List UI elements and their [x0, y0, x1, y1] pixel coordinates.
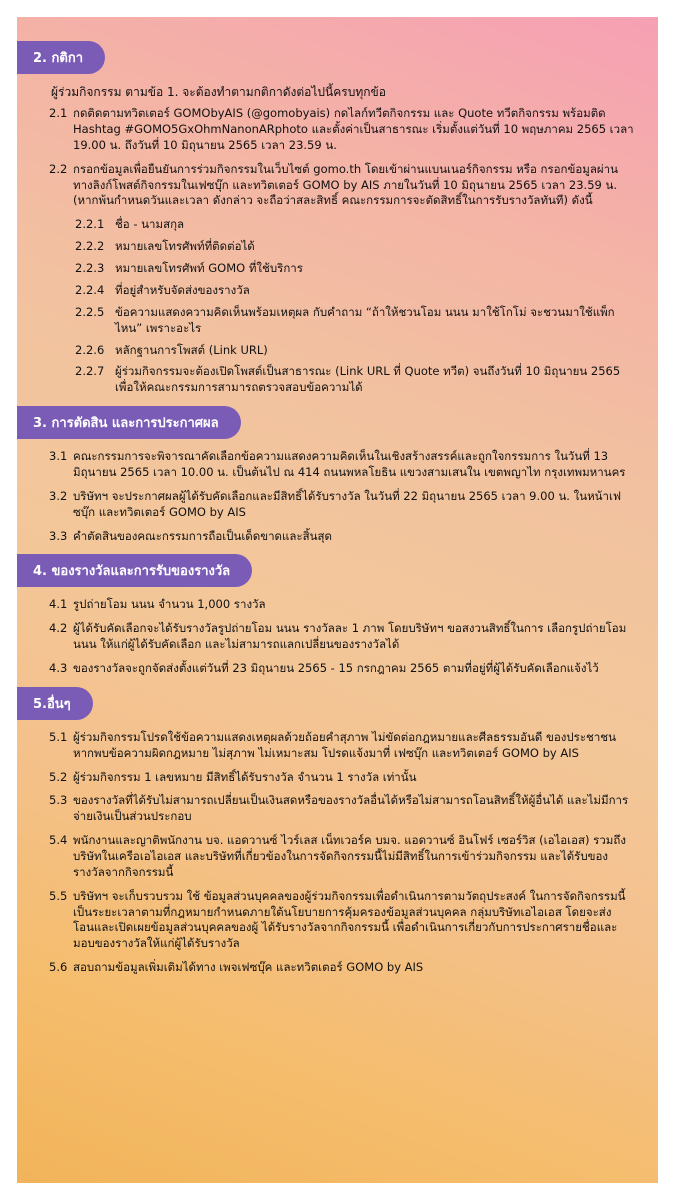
item-text: กรอกข้อมูลเพื่อยืนยันการร่วมกิจกรรมในเว็บไซต์ gomo.th โดยเข้าผ่านแบนเนอร์กิจกรรม หรือ กรอกข้อมูลผ่านทางลิงก์โพสต์กิจกรรมในเฟซบุ๊ก และทวิตเตอร์ GOMO by AIS ภายในวันที่ 10 มิถุนายน 2565 เวลา 23.59 น. (หากพ้นกำหนดวันและเวลา ดังกล่าว จะถือว่าสละสิทธิ์ คณะกรรมการจะตัดสิทธิ์ในการรับรางวัลทันที) ดังนี้: [73, 161, 618, 208]
item-text: รูปถ่ายโอม นนน จำนวน 1,000 รางวัล: [73, 597, 266, 612]
terms-panel: [17, 17, 658, 1183]
section-header: 2. กติกา: [17, 41, 105, 74]
list-item: [31, 770, 644, 786]
list-item: [31, 489, 644, 521]
item-text: คณะกรรมการจะพิจารณาคัดเลือกข้อความแสดงความคิดเห็นในเชิงสร้างสรรค์และถูกใจกรรมการ ในวันที่ 13 มิถุนายน 2565 เวลา 10.00 น. เป็นต้นไป ณ 414 ถนนพหลโยธิน แขวงสามเสนใน เขตพญาไท กรุงเทพมหานคร: [73, 449, 626, 479]
item-number: 3.2: [49, 488, 68, 503]
list-item: [31, 960, 644, 976]
section-rules: [31, 41, 644, 396]
sub-list-item: [31, 305, 644, 337]
section-judging: [31, 406, 644, 544]
item-number: 5.6: [49, 960, 68, 975]
item-number: 5.1: [49, 729, 68, 744]
item-text: ผู้ร่วมกิจกรรมจะต้องเปิดโพสต์เป็นสาธารณะ (Link URL ที่ Quote ทวีต) จนถึงวันที่ 10 มิถุนายน 2565 เพื่อให้คณะกรรมการสามารถตรวจสอบข้อความได้: [115, 364, 621, 395]
item-text: ของรางวัลที่ได้รับไม่สามารถเปลี่ยนเป็นเงินสดหรือของรางวัลอื่นได้หรือไม่สามารถโอนสิทธิ์ให้ผู้อื่นได้ และไม่มีการจ่ายเงินเป็นส่วนประกอบ: [73, 793, 629, 824]
list-item: [31, 793, 644, 825]
section-prizes: [31, 554, 644, 676]
list-item: [31, 621, 644, 653]
item-text: หมายเลขโทรศัพท์ที่ติดต่อได้: [115, 239, 255, 254]
item-number: 4.2: [49, 621, 68, 636]
sub-list-item: [31, 261, 644, 277]
item-text: ผู้ร่วมกิจกรรม 1 เลขหมาย มีสิทธิ์ได้รับรางวัล จำนวน 1 รางวัล เท่านั้น: [73, 769, 417, 784]
item-number: 3.3: [49, 528, 68, 543]
item-text: บริษัทฯ จะประกาศผลผู้ได้รับคัดเลือกและมีสิทธิ์ได้รับรางวัล ในวันที่ 22 มิถุนายน 2565 เวลา 9.00 น. ในหน้าเฟซบุ๊ก และทวิตเตอร์ GOMO by AIS: [73, 488, 622, 519]
item-number: 2.2.7: [75, 364, 105, 379]
item-text: หมายเลขโทรศัพท์ GOMO ที่ใช้บริการ: [115, 261, 303, 276]
item-number: 2.2.3: [75, 261, 105, 276]
item-text: หลักฐานการโพสต์ (Link URL): [115, 342, 268, 357]
section-intro: ผู้ร่วมกิจกรรม ตามข้อ 1. จะต้องทำตามกติกาดังต่อไปนี้ครบทุกข้อ: [51, 85, 386, 99]
section-header: 5.อื่นๆ: [17, 687, 93, 720]
item-text: ของรางวัลจะถูกจัดส่งตั้งแต่วันที่ 23 มิถุนายน 2565 - 15 กรกฎาคม 2565 ตามที่อยู่ที่ผู้ได้รับคัดเลือกแจ้งไว้: [73, 660, 599, 675]
sub-list-item: [31, 343, 644, 359]
item-text: กดติดตามทวิตเตอร์ GOMObyAIS (@gomobyais) กดไลก์ทวีตกิจกรรม และ Quote ทวีตกิจกรรม พร้อมติด Hashtag #GOMO5GxOhmNanonARphoto และตั้งค่าเป็นสาธารณะ เริ่มตั้งแต่วันที่ 10 พฤษภาคม 2565 เวลา 19.00 น. ถึงวันที่ 10 มิถุนายน 2565 เวลา 23.59 น.: [73, 106, 634, 152]
section-header: 3. การตัดสิน และการประกาศผล: [17, 406, 241, 439]
item-text: พนักงานและญาติพนักงาน บจ. แอดวานซ์ ไวร์เลส เน็ทเวอร์ค บมจ. แอดวานซ์ อินโฟร์ เซอร์วิส (เอไอเอส) รวมถึงบริษัทในเครือเอไอเอส และบริษัทที่เกี่ยวข้องในการจัดกิจกรรมนี้ไม่มีสิทธิ์ในการเข้าร่วมกิจกรรม และได้รับของรางวัลจากกิจกรรมนี้: [73, 833, 626, 879]
item-text: คำตัดสินของคณะกรรมการถือเป็นเด็ดขาดและสิ้นสุด: [73, 528, 333, 543]
item-number: 2.2.1: [75, 217, 105, 232]
item-number: 2.2.6: [75, 342, 105, 357]
list-item: [31, 106, 644, 154]
list-item: [31, 661, 644, 677]
item-text: บริษัทฯ จะเก็บรวบรวม ใช้ ข้อมูลส่วนบุคคลของผู้ร่วมกิจกรรมเพื่อดำเนินการตามวัตถุประสงค์ ในการจัดกิจกรรมนี้ เป็นระยะเวลาตามที่กฎหมายกำหนดภายใต้นโยบายการคุ้มครองข้อมูลส่วนบุคคล กลุ่มบริษัทเอไอเอส โดยจะส่ง โอนและเปิดเผยข้อมูลส่วนบุคคลของผู้ ได้รับรางวัลจากกิจกรรมนี้ เพื่อดำเนินการเกี่ยวกับการประกาศรายชื่อและมอบของรางวัลให้แก่ผู้ได้รับรางวัล: [73, 888, 626, 951]
item-number: 4.1: [49, 597, 68, 612]
section-header: 4. ของรางวัลและการรับของรางวัล: [17, 554, 252, 587]
item-text: ผู้ร่วมกิจกรรมโปรดใช้ข้อความแสดงเหตุผลด้วยถ้อยคำสุภาพ ไม่ขัดต่อกฎหมายและศีลธรรมอันดี ของประชาชน หากพบข้อความผิดกฎหมาย ไม่สุภาพ ไม่เหมาะสม โปรดแจ้งมาที่ เฟซบุ๊ก และทวิตเตอร์ GOMO by AIS: [73, 729, 616, 760]
list-item: [31, 730, 644, 762]
item-text: สอบถามข้อมูลเพิ่มเติมได้ทาง เพจเฟซบุ๊ค และทวิตเตอร์ GOMO by AIS: [73, 960, 424, 975]
item-number: 2.2.5: [75, 304, 105, 319]
item-number: 4.3: [49, 660, 68, 675]
list-item: [31, 889, 644, 952]
terms-content: [31, 41, 644, 976]
sub-list-item: [31, 283, 644, 299]
list-item: [31, 529, 644, 545]
item-text: ที่อยู่สำหรับจัดส่งของรางวัล: [115, 282, 250, 297]
item-number: 2.1: [49, 106, 68, 121]
list-item: [31, 833, 644, 881]
item-number: 2.2: [49, 161, 68, 176]
item-number: 5.3: [49, 793, 68, 808]
item-number: 5.4: [49, 833, 68, 848]
list-item: [31, 449, 644, 481]
item-number: 5.5: [49, 888, 68, 903]
sub-list-item: [31, 217, 644, 233]
sub-list-item: [31, 364, 644, 396]
item-number: 2.2.2: [75, 239, 105, 254]
sub-list-item: [31, 239, 644, 255]
list-item: [31, 162, 644, 210]
item-number: 5.2: [49, 769, 68, 784]
item-number: 2.2.4: [75, 282, 105, 297]
item-number: 3.1: [49, 449, 68, 464]
item-text: ผู้ได้รับคัดเลือกจะได้รับรางวัลรูปถ่ายโอม นนน รางวัลละ 1 ภาพ โดยบริษัทฯ ขอสงวนสิทธิ์ในการ เลือกรูปถ่ายโอม นนน ให้แก่ผู้ได้รับคัดเลือก และไม่สามารถแลกเปลี่ยนของรางวัลได้: [73, 621, 627, 652]
item-text: ข้อความแสดงความคิดเห็นพร้อมเหตุผล กับคำถาม “ถ้าให้ชวนโอม นนน มาใช้โกโม่ จะชวนมาใช้แพ็กไหน” เพราะอะไร: [115, 304, 615, 335]
list-item: [31, 597, 644, 613]
item-text: ชื่อ - นามสกุล: [115, 217, 185, 232]
section-others: [31, 687, 644, 976]
